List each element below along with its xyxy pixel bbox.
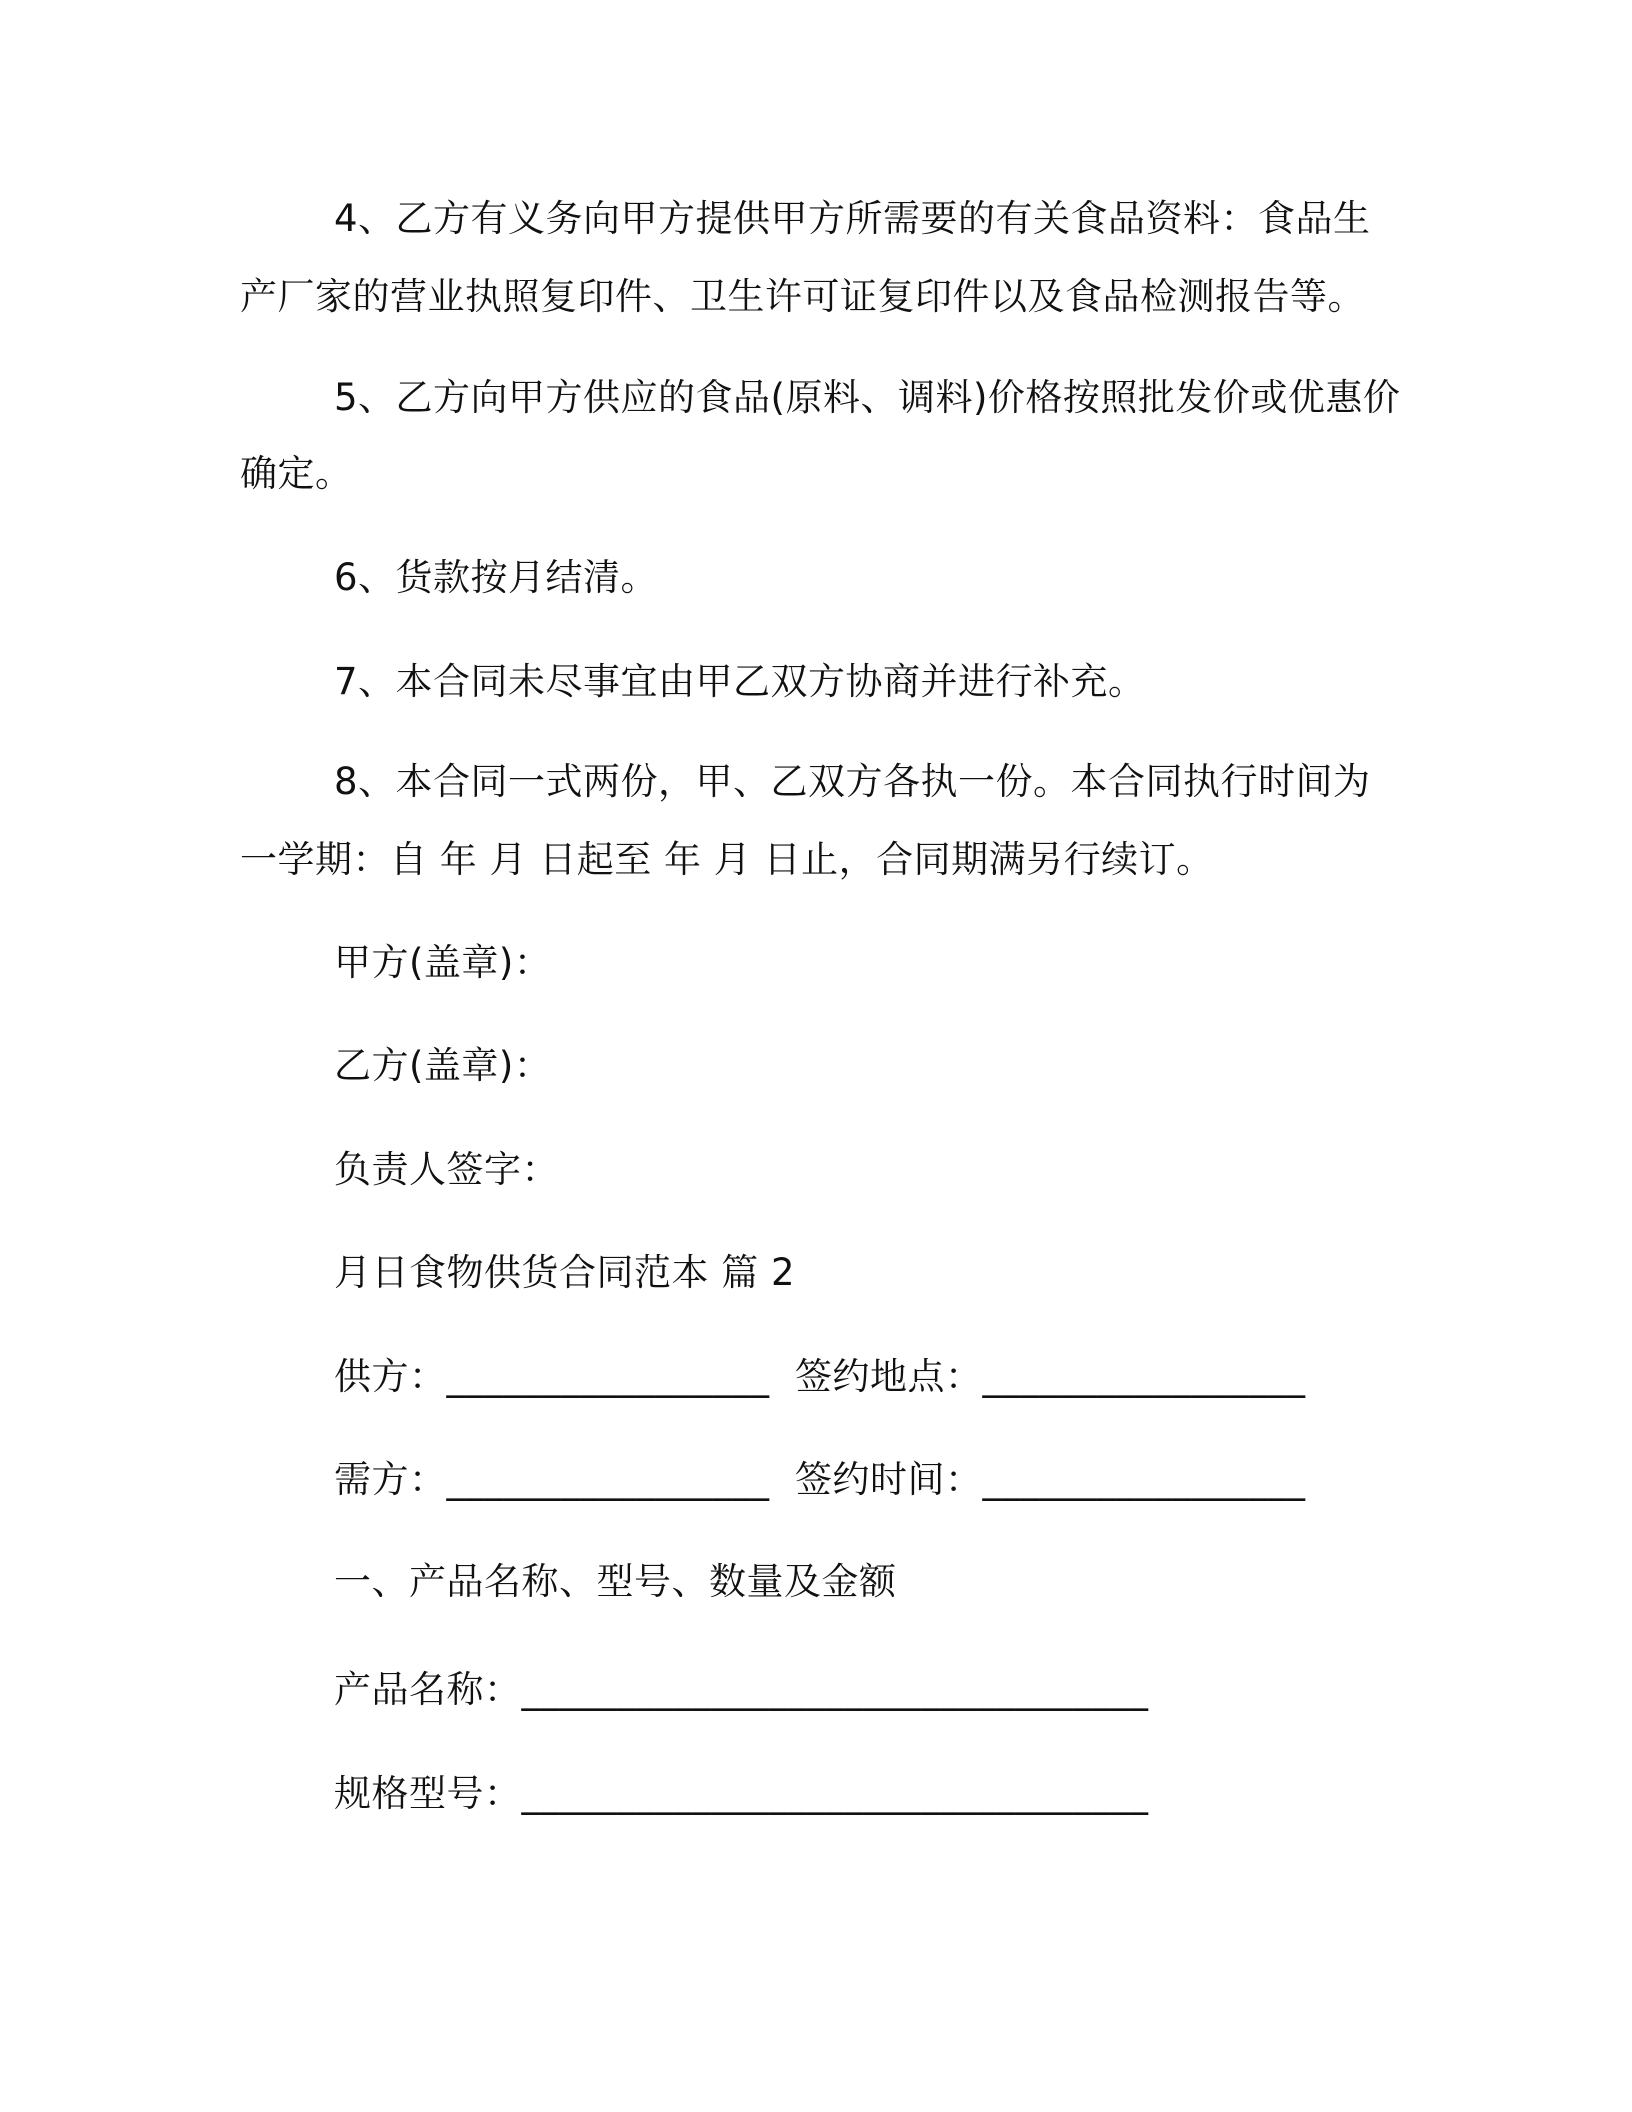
clause-8-line-1: 8、本合同一式两份，甲、乙双方各执一份。本合同执行时间为 (334, 760, 1371, 803)
clause-6: 6、货款按月结清。 (334, 556, 659, 599)
responsible-person-signature: 负责人签字： (334, 1148, 559, 1191)
sign-time-field: 签约时间：_________________ (795, 1458, 1306, 1501)
section-2-title: 月日食物供货合同范本 篇 2 (334, 1251, 796, 1294)
clause-4-line-1: 4、乙方有义务向甲方提供甲方所需要的有关食品资料：食品生 (334, 197, 1371, 240)
clause-5-line-2: 确定。 (240, 452, 353, 495)
product-name-field: 产品名称：_________________________________ (334, 1668, 1149, 1711)
party-b-seal: 乙方(盖章)： (334, 1044, 552, 1087)
clause-7: 7、本合同未尽事宜由甲乙双方协商并进行补充。 (334, 660, 1146, 703)
clause-5-line-1: 5、乙方向甲方供应的食品(原料、调料)价格按照批发价或优惠价 (334, 376, 1401, 419)
party-a-seal: 甲方(盖章)： (334, 941, 552, 984)
buyer-field: 需方：_________________ (334, 1458, 770, 1501)
sign-place-field: 签约地点：_________________ (795, 1355, 1306, 1398)
supplier-field: 供方：_________________ (334, 1355, 770, 1398)
section-heading-products: 一、产品名称、型号、数量及金额 (334, 1560, 897, 1603)
clause-4-line-2: 产厂家的营业执照复印件、卫生许可证复印件以及食品检测报告等。 (240, 275, 1365, 318)
spec-model-field: 规格型号：_________________________________ (334, 1772, 1149, 1815)
clause-8-line-2: 一学期：自 年 月 日起至 年 月 日止，合同期满另行续订。 (240, 838, 1214, 881)
